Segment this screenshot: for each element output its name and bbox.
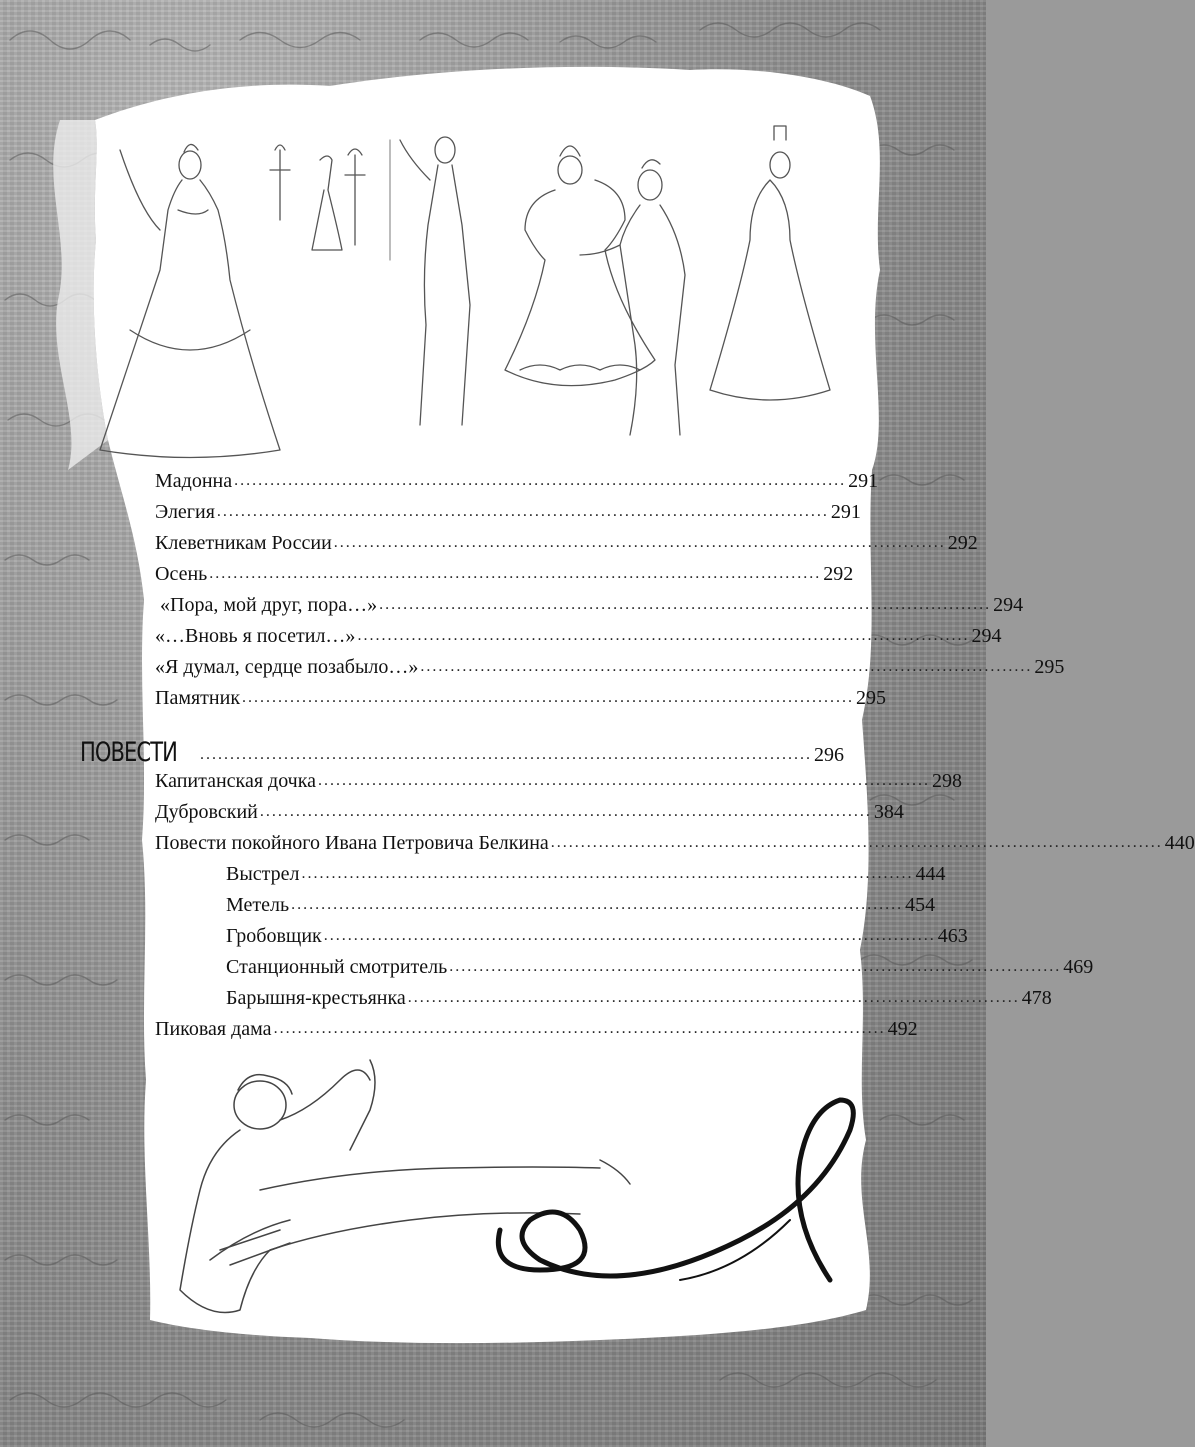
leader-dots: ......................................................................................................: [323, 927, 936, 944]
leader-dots: ......................................................................................................: [301, 865, 914, 882]
leader-dots: ......................................................................................................: [550, 834, 1163, 851]
toc-title: «Я думал, сердце позабыло…»: [155, 656, 419, 678]
toc-title: Памятник: [155, 687, 241, 709]
leader-dots: ......................................................................................................: [333, 534, 946, 551]
toc-row[interactable]: [226, 925, 968, 955]
leader-dots: ......................................................................................................: [273, 1020, 886, 1037]
toc-page-number: 296: [814, 744, 844, 766]
leader-dots: ......................................................................................................: [234, 472, 847, 489]
toc-page-number: 463: [937, 925, 968, 947]
reclining-poet-illustration: [180, 1050, 920, 1370]
leader-dots: ......................................................................................................: [291, 896, 904, 913]
toc-title: Мадонна: [155, 470, 233, 492]
toc-title: Метель: [226, 894, 290, 916]
leader-dots: ......................................................................................................: [242, 689, 855, 706]
leader-dots: ......................................................................................................: [318, 772, 931, 789]
toc-title: «Пора, мой друг, пора…»: [155, 594, 378, 616]
leader-dots: ......................................................................................................: [216, 503, 829, 520]
ballroom-illustration: [90, 110, 870, 470]
toc-row[interactable]: [155, 801, 904, 831]
distant-dancers: [270, 145, 365, 250]
toc-page-number: 384: [873, 801, 904, 823]
toc-title: Выстрел: [226, 863, 300, 885]
leader-dots: ......................................................................................................: [357, 627, 970, 644]
toc-page-number: 291: [848, 470, 879, 492]
section-title: ПОВЕСТИ: [80, 737, 177, 768]
toc-title: Пиковая дама: [155, 1018, 272, 1040]
toc-title: Повести покойного Ивана Петровича Белкина: [155, 832, 549, 854]
toc-page-number: 492: [887, 1018, 918, 1040]
leader-dots: ......................................................................................................: [420, 658, 1033, 675]
leader-dots: ......................................................................................................: [209, 565, 822, 582]
toc-page-number: 440: [1164, 832, 1195, 854]
toc-title: Элегия: [155, 501, 215, 523]
gentleman-figure: [400, 137, 470, 425]
leader-dots: ......................................................................................................: [379, 596, 992, 613]
toc-row[interactable]: [226, 894, 936, 924]
toc-page-number: 454: [905, 894, 936, 916]
toc-title: Дубровский: [155, 801, 258, 823]
toc-section-row[interactable]: [80, 737, 844, 773]
toc-page-number: 295: [1034, 656, 1065, 678]
toc-page-number: 295: [856, 687, 887, 709]
toc-title: Станционный смотритель: [226, 956, 448, 978]
toc-row[interactable]: [226, 863, 946, 893]
toc-title: Клеветникам России: [155, 532, 332, 554]
toc-title: Барышня-крестьянка: [226, 987, 406, 1009]
leader-dots: ......................................................................................................: [200, 746, 812, 763]
gentleman-figure-right: [580, 160, 685, 435]
toc-row[interactable]: [155, 687, 887, 717]
toc-page-number: 298: [932, 770, 963, 792]
toc-page-number: 292: [947, 532, 978, 554]
toc-title: Осень: [155, 563, 208, 585]
toc-page-number: 291: [830, 501, 861, 523]
toc-row[interactable]: [155, 470, 879, 500]
toc-title: «…Вновь я посетил…»: [155, 625, 356, 647]
toc-page-number: 294: [993, 594, 1024, 616]
leader-dots: ......................................................................................................: [449, 958, 1062, 975]
toc-row[interactable]: [155, 625, 1002, 655]
toc-page-number: 294: [971, 625, 1002, 647]
toc-page-number: 292: [823, 563, 854, 585]
toc-title: Капитанская дочка: [155, 770, 317, 792]
toc-row[interactable]: [155, 594, 1024, 624]
toc-row[interactable]: [155, 1018, 918, 1048]
toc-row[interactable]: [226, 987, 1052, 1017]
leader-dots: ......................................................................................................: [259, 803, 872, 820]
toc-page-number: 478: [1021, 987, 1052, 1009]
toc-row[interactable]: [155, 563, 854, 593]
toc-row[interactable]: [155, 656, 1065, 686]
toc-page-number: 469: [1063, 956, 1094, 978]
toc-row[interactable]: [155, 832, 1195, 862]
toc-title: Гробовщик: [226, 925, 322, 947]
lady-figure-center: [505, 146, 655, 386]
toc-row[interactable]: [226, 956, 1094, 986]
toc-page-number: 444: [915, 863, 946, 885]
lady-figure-right: [710, 126, 830, 400]
leader-dots: ......................................................................................................: [407, 989, 1020, 1006]
toc-row[interactable]: [155, 532, 978, 562]
lady-figure-left: [100, 144, 280, 457]
toc-row[interactable]: [155, 770, 963, 800]
toc-row[interactable]: [155, 501, 861, 531]
